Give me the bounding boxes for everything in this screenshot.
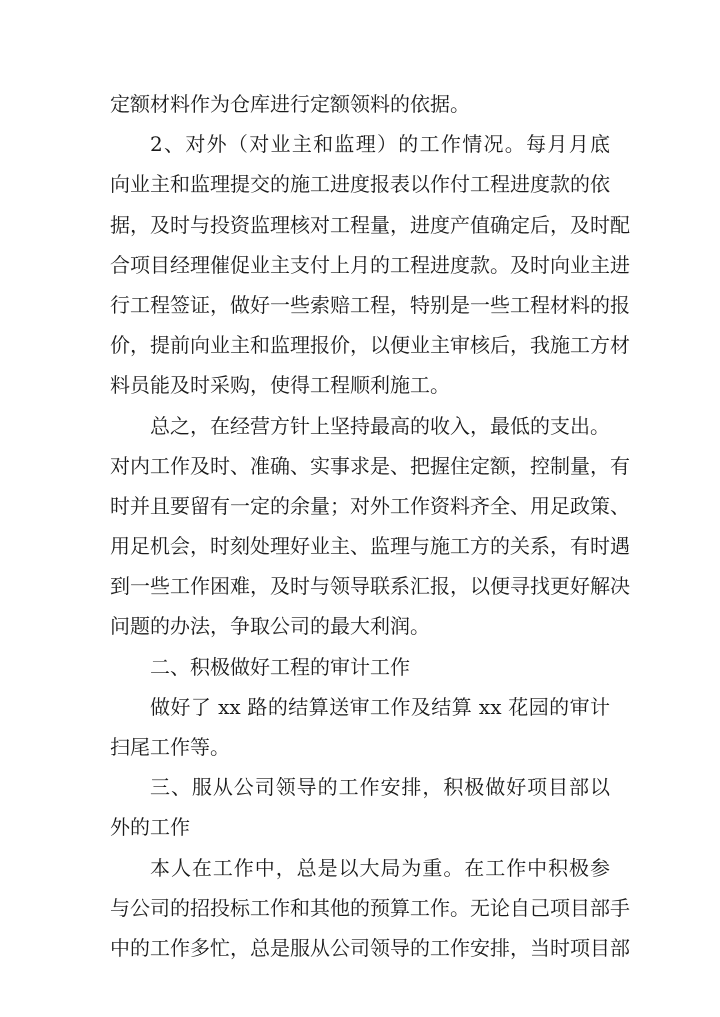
document-body (110, 84, 630, 968)
paragraph-line: 定额材料作为仓库进行定额领料的依据。 (110, 92, 470, 116)
paragraph-line: 总之，在经营方针上坚持最高的收入，最低的支出。 (150, 413, 610, 438)
section-heading: 二、积极做好工程的审计工作 (150, 654, 410, 679)
paragraph-line: 行工程签证，做好一些索赔工程，特别是一些工程材料的报 (110, 292, 630, 317)
paragraph-line: 据，及时与投资监理核对工程量，进度产值确定后，及时配 (110, 212, 630, 237)
paragraph-line: 做好了 xx 路的结算送审工作及结算 xx 花园的审计 (150, 694, 610, 719)
paragraph-line: 问题的办法，争取公司的最大利润。 (110, 614, 430, 639)
paragraph-line: 本人在工作中，总是以大局为重。在工作中积极参 (150, 855, 610, 880)
paragraph-line: 扫尾工作等。 (110, 735, 230, 759)
paragraph-line: 价，提前向业主和监理报价，以便业主审核后，我施工方材 (110, 333, 630, 358)
paragraph-line: 合项目经理催促业主支付上月的工程进度款。及时向业主进 (110, 252, 630, 277)
paragraph-line: 到一些工作困难，及时与领导联系汇报，以便寻找更好解决 (110, 574, 630, 599)
paragraph-line: 料员能及时采购，使得工程顺利施工。 (110, 373, 450, 398)
section-heading: 外的工作 (110, 815, 190, 840)
paragraph-line: 与公司的招投标工作和其他的预算工作。无论自己项目部手 (110, 895, 630, 920)
paragraph-line: 对内工作及时、准确、实事求是、把握住定额，控制量，有 (110, 453, 630, 478)
paragraph-line: 中的工作多忙，总是服从公司领导的工作安排，当时项目部 (110, 935, 630, 960)
paragraph-line: 向业主和监理提交的施工进度报表以作付工程进度款的依 (110, 172, 610, 197)
paragraph-line: 2、对外（对业主和监理）的工作情况。每月月底 (150, 132, 610, 157)
section-heading: 三、服从公司领导的工作安排，积极做好项目部以 (150, 775, 610, 800)
paragraph-line: 时并且要留有一定的余量；对外工作资料齐全、用足政策、 (110, 493, 630, 518)
paragraph-line: 用足机会，时刻处理好业主、监理与施工方的关系，有时遇 (110, 534, 630, 559)
